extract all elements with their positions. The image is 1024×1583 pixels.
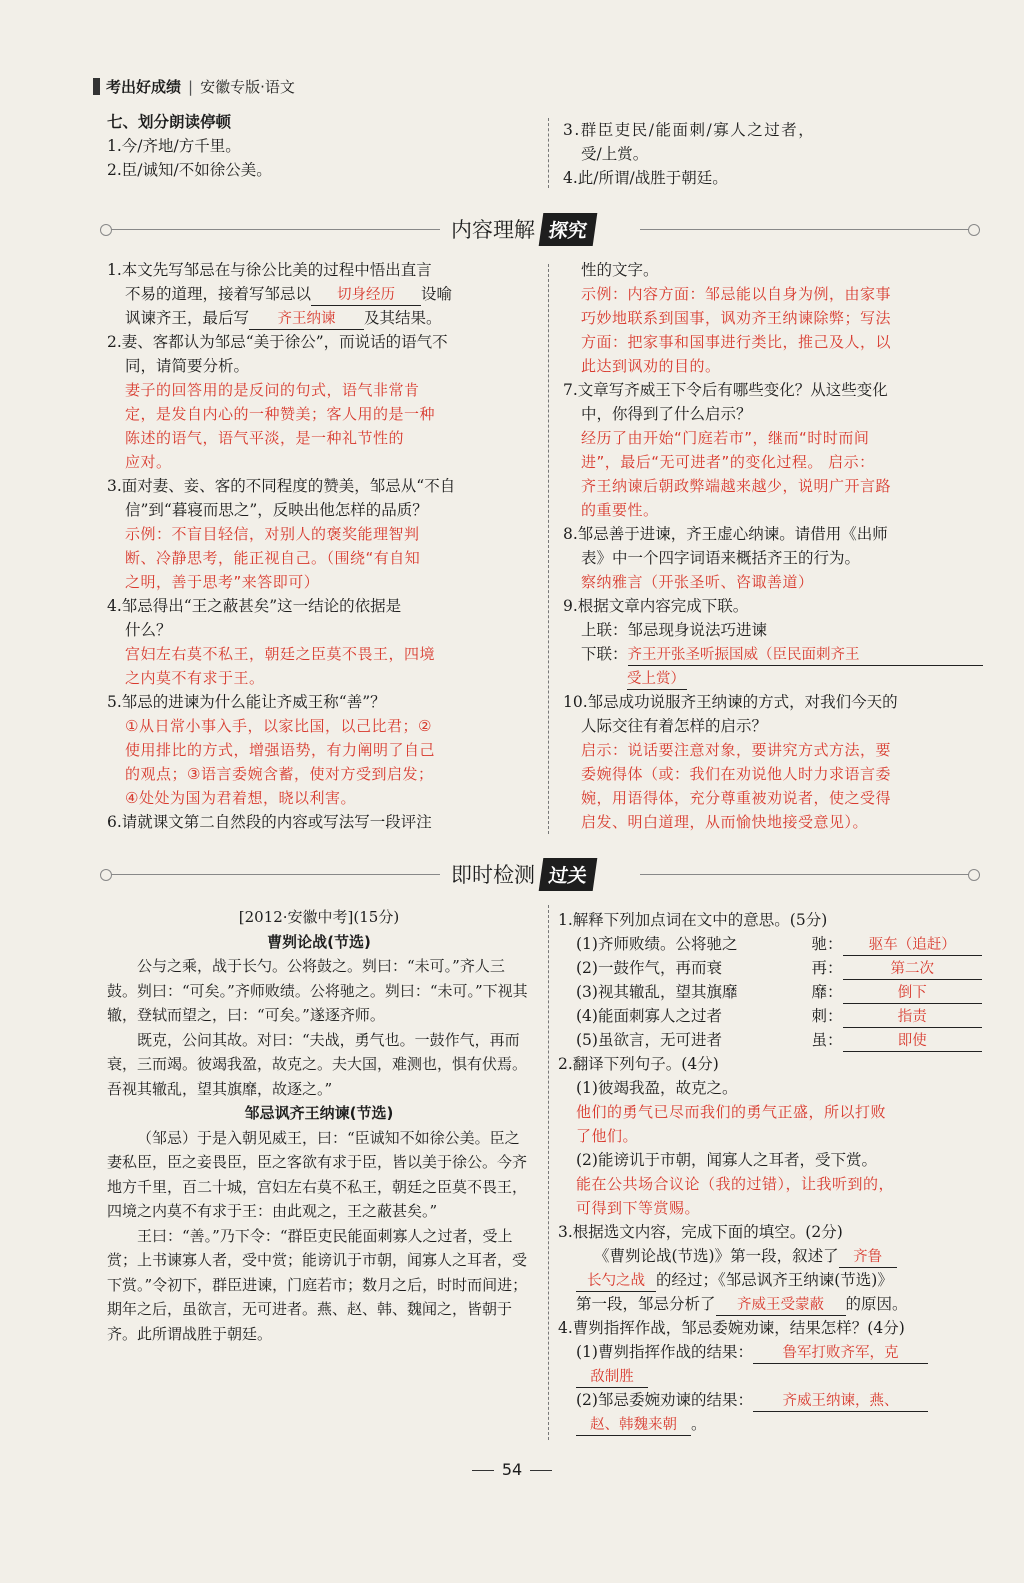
q10-line1: 10.邹忌成功说服齐王纳谏的方式，对我们今天的 — [563, 693, 898, 711]
q9-lower: 下联：齐王开张圣听振国威（臣民面刺齐王 — [563, 642, 983, 666]
comprehension-left — [107, 258, 535, 834]
t4-blank-2: 齐威王纳谏，燕、 — [753, 1391, 928, 1412]
passage-para-4: 王曰：“善。”乃下令：“群臣吏民能面刺寡人之过者，受上赏；上书谏寡人者，受中赏；能谤讥于市朝，闻寡人之耳者，受下赏。”令初下，群臣进谏，门庭若市；数月之后，时时而间进；期年之后，虽欲言，无可进者。燕、赵、韩、魏闻之，皆朝于齐。此所谓战胜于朝廷。 — [107, 1226, 528, 1343]
section7-left — [107, 110, 537, 182]
reading-passage — [107, 905, 531, 1346]
q1-line1: 1.本文先写邹忌在与徐公比美的过程中悟出直言 — [107, 261, 432, 279]
q8-answer: 察纳雅言（开张圣听、咨诹善道） — [581, 573, 814, 591]
t2-sentence-2: (2)能谤讥于市朝，闻寡人之耳者，受下赏。 — [576, 1151, 877, 1169]
q7-line1: 7.文章写齐威王下令后有哪些变化？从这些变化 — [563, 381, 888, 399]
q1-line2: 不易的道理，接着写邹忌以 切身经历 设喻 — [107, 282, 535, 306]
t4-result-1: (1)曹刿指挥作战的结果： 鲁军打败齐军，克 — [558, 1340, 982, 1364]
t1-item-3: (3)视其辙乱，望其旗靡 靡： 倒下 — [558, 980, 982, 1004]
banner-title: 即时检测 — [445, 856, 541, 892]
column-divider — [548, 264, 549, 834]
q2-line1: 2.妻、客都认为邹忌“美于徐公”，而说话的语气不 — [107, 333, 448, 351]
t4-blank-2-cont: 赵、韩魏来朝 — [576, 1415, 691, 1436]
column-divider — [548, 118, 549, 188]
q3-line1: 3.面对妻、妾、客的不同程度的赞美，邹忌从“不自 — [107, 477, 456, 495]
test-questions: 1.解释下列加点词在文中的意思。(5分) (1)齐师败绩。公将驰之 驰： 驱车（追赶） (2)一鼓作气，再而衰 再： 第二次 (3)视其辙乱，望其旗靡 靡： 倒下 (4)能面刺寡人之过者 刺： 指责 (5)虽欲言，无可进者 虽： 即使 2.翻译下列句子。(4分) (1)彼竭我盈，故克之。 他们的勇气已尽而我们的勇气正盛，所以打败 了他们。 (2)能谤讥于市朝，闻寡人之耳者，受下赏。 能在公共场合议论（我的过错），让我听到的， 可得到下等赏赐。 3.根据选文内容，完成下面的填空。(2分) 《曹刿论战(节选)》第一段，叙述了 齐鲁 长勺之战 的经过；《邹忌讽齐王纳谏(节选)》 第一段，邹忌分析了 齐威王受蒙蔽 的原因。 4.曹刿指挥作战，邹忌委婉劝谏，结果怎样？(4分) (1)曹刿指挥作战的结果： 鲁军打败齐军，克 敌制胜 (2)邹忌委婉劝谏的结果： 齐威王纳谏，燕、 赵、韩魏来朝 。 — [558, 908, 982, 1436]
t1-item-2: (2)一鼓作气，再而衰 再： 第二次 — [558, 956, 982, 980]
banner-tag: 探究 — [539, 213, 598, 246]
pause-line-1: 1.今/齐地/方千里。 — [107, 137, 241, 155]
q3-answer: 示例：不盲目轻信，对别人的褒奖能理智判 断、冷静思考，能正视自己。（围绕“有自知 之明，善于思考”来答即可） — [125, 525, 421, 591]
q6-line2: 性的文字。 — [581, 261, 659, 279]
passage-title-1: 曹刿论战(节选) — [267, 932, 371, 951]
banner-dot-icon — [100, 224, 112, 236]
t3-line-1: 《曹刿论战(节选)》第一段，叙述了 齐鲁 — [558, 1244, 982, 1268]
q4-line2: 什么？ — [125, 621, 172, 639]
q1-line3: 讽谏齐王，最后写 齐王纳谏 及其结果。 — [107, 306, 535, 330]
q1-blank1: 切身经历 — [311, 285, 421, 306]
header-divider: | — [188, 77, 194, 96]
q10-line2: 人际交往有着怎样的启示？ — [581, 717, 768, 735]
passage-title-2: 邹忌讽齐王纳谏(节选) — [244, 1104, 394, 1122]
book-mark-icon — [93, 78, 100, 95]
q8-line1: 8.邹忌善于进谏，齐王虚心纳谏。请借用《出师 — [563, 525, 888, 543]
t1-blank-1: 驱车（追赶） — [843, 935, 982, 956]
t1-blank-3: 倒下 — [843, 983, 982, 1004]
banner-dot-icon — [968, 224, 980, 236]
q9-upper: 上联：邹忌现身说法巧进谏 — [581, 621, 768, 639]
t4-blank-1: 鲁军打败齐军，克 — [753, 1343, 928, 1364]
section7-right — [563, 118, 983, 190]
t1-item-5: (5)虽欲言，无可进者 虽： 即使 — [558, 1028, 982, 1052]
q10-answer: 启示：说话要注意对象，要讲究方式方法，要 委婉得体（或：我们在劝说他人时力求语言委 婉，用语得体，充分尊重被劝说者，使之受得 启发、明白道理，从而愉快地接受意见）。 — [581, 741, 892, 831]
q3-line2: 信”到“暮寝而思之”，反映出他怎样的品质？ — [125, 501, 428, 519]
pause-line-4: 4.此/所谓/战胜于朝廷。 — [563, 169, 728, 187]
q7-answer: 经历了由开始“门庭若市”，继而“时时而间 进”，最后“无可进者”的变化过程。 启示： 齐王纳谏后朝政弊端越来越少，说明广开言路 的重要性。 — [581, 429, 892, 519]
q5-line1: 5.邹忌的进谏为什么能让齐威王称“善”？ — [107, 693, 386, 711]
banner-tag: 过关 — [539, 858, 598, 891]
q1-blank2: 齐王纳谏 — [249, 309, 364, 330]
edition-label: 安徽专版·语文 — [200, 78, 295, 96]
pause-line-3a: 3.群臣吏民/能面刺/寡人之过者， — [563, 121, 816, 139]
q6-answer: 示例：内容方面：邹忌能以自身为例，由家事 巧妙地联系到国事，讽劝齐王纳谏除弊；写法 方面：把家事和国事进行类比，推己及人，以 此达到讽劝的目的。 — [581, 285, 892, 375]
t1-blank-5: 即使 — [843, 1031, 982, 1052]
q8-line2: 表》中一个四字词语来概括齐王的行为。 — [581, 549, 861, 567]
banner-dot-icon — [968, 869, 980, 881]
section-banner-explore — [100, 212, 980, 246]
q7-line2: 中，你得到了什么启示？ — [581, 405, 752, 423]
page-header — [93, 76, 295, 97]
t2-sentence-1: (1)彼竭我盈，故克之。 — [576, 1079, 738, 1097]
q9-line1: 9.根据文章内容完成下联。 — [563, 597, 749, 615]
t4-blank-1-cont: 敌制胜 — [576, 1367, 648, 1388]
section7-title: 七、划分朗读停顿 — [107, 112, 232, 131]
q9-blank: 齐王开张圣听振国威（臣民面刺齐王 — [628, 645, 983, 666]
t2-answer-2: 能在公共场合议论（我的过错），让我听到的， 可得到下等赏赐。 — [576, 1175, 895, 1217]
passage-source: [2012·安徽中考](15分) — [238, 908, 400, 926]
t2-answer-1: 他们的勇气已尽而我们的勇气正盛，所以打败 了他们。 — [576, 1103, 887, 1145]
pause-line-2: 2.臣/诚知/不如徐公美。 — [107, 161, 272, 179]
book-name: 考出好成绩 — [106, 78, 182, 96]
t3-blank-1-cont: 长勺之战 — [576, 1271, 656, 1292]
t1-title: 1.解释下列加点词在文中的意思。(5分) — [558, 911, 828, 929]
t3-blank-1: 齐鲁 — [839, 1247, 897, 1268]
t3-title: 3.根据选文内容，完成下面的填空。(2分) — [558, 1223, 843, 1241]
section-banner-test — [100, 857, 980, 891]
q2-answer: 妻子的回答用的是反问的句式，语气非常肯 定，是发自内心的一种赞美；客人用的是一种 陈述的语气，语气平淡，是一种礼节性的 应对。 — [125, 381, 436, 471]
t3-blank-2: 齐威王受蒙蔽 — [716, 1295, 846, 1316]
t1-item-1: (1)齐师败绩。公将驰之 驰： 驱车（追赶） — [558, 932, 982, 956]
q4-line1: 4.邹忌得出“王之蔽甚矣”这一结论的依据是 — [107, 597, 402, 615]
q4-answer: 宫妇左右莫不私王，朝廷之臣莫不畏王，四境 之内莫不有求于王。 — [125, 645, 436, 687]
column-divider — [548, 905, 549, 1440]
t4-result-2: (2)邹忌委婉劝谏的结果： 齐威王纳谏，燕、 — [558, 1388, 982, 1412]
page-number: 54 — [0, 1460, 1024, 1479]
banner-title: 内容理解 — [445, 211, 541, 247]
q6-line1: 6.请就课文第二自然段的内容或写法写一段评注 — [107, 813, 432, 831]
q5-answer: ①从日常小事入手，以家比国，以己比君；② 使用排比的方式，增强语势，有力阐明了自己 的观点；③语言委婉含蓄，使对方受到启发； ④处处为国为君着想，晓以利害。 — [125, 717, 436, 807]
t1-blank-4: 指责 — [843, 1007, 982, 1028]
comprehension-right — [563, 258, 983, 834]
passage-para-3: （邹忌）于是入朝见威王，曰：“臣诚知不如徐公美。臣之妻私臣，臣之妾畏臣，臣之客欲有求于臣，皆以美于徐公。今齐地方千里，百二十城，宫妇左右莫不私王，朝廷之臣莫不畏王，四境之内莫不有求于王：由此观之，王之蔽甚矣。” — [107, 1128, 528, 1220]
t2-title: 2.翻译下列句子。(4分) — [558, 1055, 719, 1073]
t4-title: 4.曹刿指挥作战，邹忌委婉劝谏，结果怎样？(4分) — [558, 1319, 905, 1337]
t1-blank-2: 第二次 — [843, 959, 982, 980]
banner-dot-icon — [100, 869, 112, 881]
passage-para-2: 既克，公问其故。对曰：“夫战，勇气也。一鼓作气，再而衰，三而竭。彼竭我盈，故克之。夫大国，难测也，惧有伏焉。吾视其辙乱，望其旗靡，故逐之。” — [107, 1030, 528, 1098]
q2-line2: 同，请简要分析。 — [125, 357, 250, 375]
t3-line-2: 长勺之战 的经过；《邹忌讽齐王纳谏(节选)》 — [558, 1268, 982, 1292]
passage-para-1: 公与之乘，战于长勺。公将鼓之。刿曰：“未可。”齐人三鼓。刿曰：“可矣。”齐师败绩。公将驰之。刿曰：“未可。”下视其辙，登轼而望之，曰：“可矣。”遂逐齐师。 — [107, 957, 528, 1024]
t3-line-3: 第一段，邹忌分析了 齐威王受蒙蔽 的原因。 — [558, 1292, 982, 1316]
t1-item-4: (4)能面刺寡人之过者 刺： 指责 — [558, 1004, 982, 1028]
q9-blank-cont: 受上赏） — [627, 669, 687, 690]
pause-line-3b: 受/上赏。 — [581, 145, 649, 163]
